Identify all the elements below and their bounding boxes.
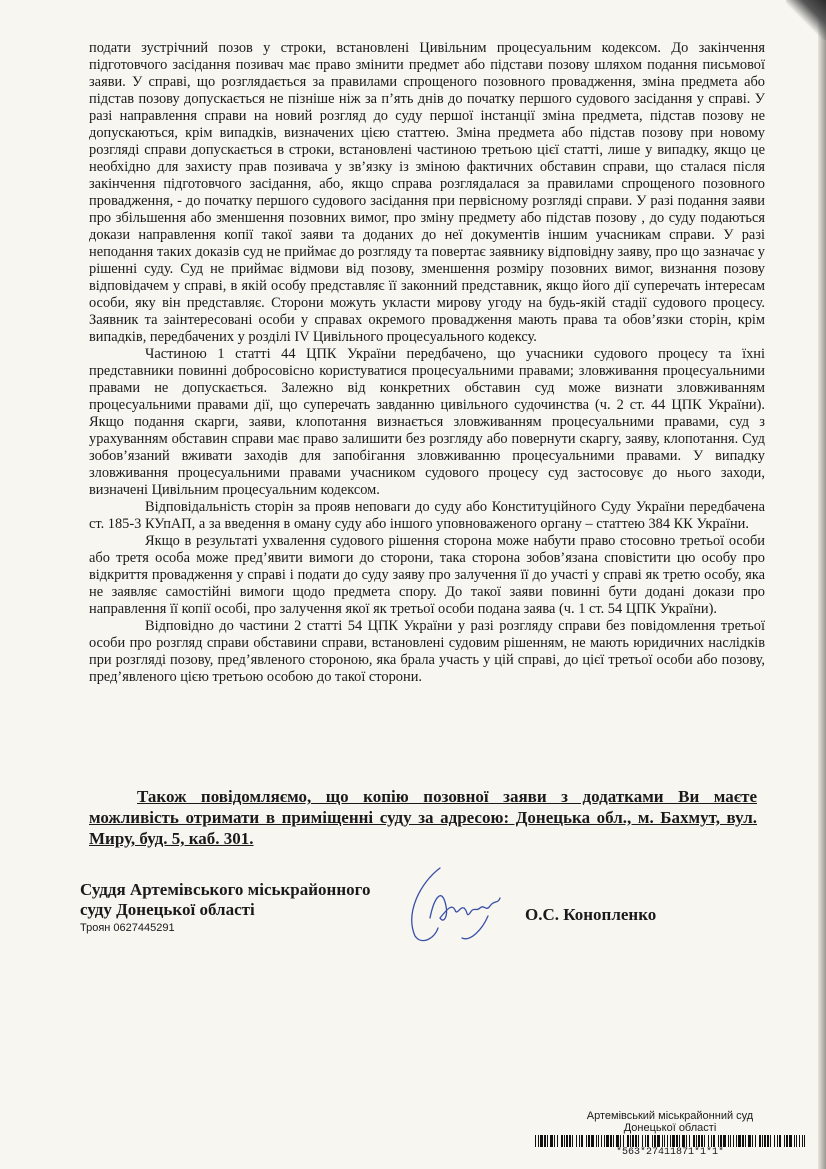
folded-corner <box>786 0 826 40</box>
clerk-contact: Троян 0627445291 <box>80 922 175 934</box>
judge-title-line-2: суду Донецької області <box>80 900 255 919</box>
document-body <box>89 40 765 686</box>
footer-court-line-2: Донецької області <box>623 1122 717 1134</box>
paragraph-5: Відповідно до частини 2 статті 54 ЦПК України у разі розгляду справи без повідомлення третьої особи про розгляд справи обставини справи, встановлені судовим рішенням, не мають юридичних наслідків при розгляді позову, пред’явленого стороною, яка брала участь у цій справі, до цієї третьої особи або позову, пред’явленого цією третьою особою до такої сторони. <box>89 618 765 685</box>
footer-court-line-1: Артемівський міськрайонний суд <box>586 1110 754 1122</box>
judge-title-line-1: Суддя Артемівського міськрайонного <box>80 880 371 899</box>
barcode-number: *563*27411871*1*1* <box>615 1147 725 1158</box>
paragraph-4: Якщо в результаті ухвалення судового рішення сторона може набути право стосовно третьої особи або третя особа може пред’явити вимоги до сторони, така сторона зобов’язана сповістити цю особу про відкриття провадження у справі і подати до суду заяву про залучення її до участі у справі як третю особу, яка не заявляє самостійні вимоги щодо предмета спору. До такої заяви повинні бути додані докази про направлення її копії особі, про залучення якої як третьої особи подана заява (ч. 1 ст. 54 ЦПК України). <box>89 533 765 617</box>
paragraph-3: Відповідальність сторін за прояв неповаги до суду або Конституційного Суду України передбачена ст. 185-3 КУпАП, а за введення в оману суду або іншого уповноваженого органу – статтею 384 КК України. <box>89 499 765 532</box>
footer-court-stamp <box>565 1110 775 1134</box>
paragraph-2: Частиною 1 статті 44 ЦПК України передбачено, що учасники судового процесу та їхні представники повинні добросовісно користуватися процесуальними правами; зловживання процесуальними правами не допускається. Залежно від конкретних обставин суд може визнати зловживанням процесуальними правами дії, що суперечать завданню цивільного судочинства (ч. 2 ст. 44 ЦПК України). Якщо подання скарги, заяви, клопотання визнається зловживанням процесуальними правами, суд з урахуванням обставин справи має право залишити без розгляду або повернути скаргу, заяву, клопотання. Суд зобов’язаний вживати заходів для запобігання зловживанню процесуальними правами. У випадку зловживання процесуальними правами учасником судового процесу суд застосовує до нього заходи, визначені Цивільним процесуальним кодексом. <box>89 346 765 498</box>
page-edge-shadow <box>818 0 826 1169</box>
paragraph-1: подати зустрічний позов у строки, встановлені Цивільним процесуальним кодексом. До закінчення підготовчого засідання позивач має право змінити предмет або підстави позову шляхом подання письмової заяви. У справі, що розглядається за правилами спрощеного позовного провадження, зміна предмета або підстав позову допускається не пізніше ніж за п’ять днів до початку першого судового засідання у справі. У разі направлення справи на новий розгляд до суду першої інстанції зміна предмета, підстав позову не допускаються, крім випадків, визначених цією статтею. Зміна предмета або підстав позову при новому розгляді справи допускається в строки, встановлені частиною третьою цієї статті, лише у випадку, якщо це необхідно для захисту прав позивача у зв’язку із зміною фактичних обставин справи, що сталася після закінчення підготовчого засідання, або, якщо справа розглядалася за правилами спрощеного позовного провадження, - до початку першого судового засідання при первісному розгляді справи. У разі подання заяви про збільшення або зменшення позовних вимог, про зміну предмету або підстав позову , до суду подаються докази направлення копії такої заяви та доданих до неї документів іншим учасникам справи. У разі неподання таких доказів суд не приймає до розгляду та повертає заявнику відповідну заяву, про що зазначає у рішенні суду. Суд не приймає відмови від позову, зменшення розміру позовних вимог, визнання позову відповідачем у справі, в якій особу представляє її законний представник, якщо його дії суперечать інтересам особи, яку він представляє. Сторони можуть укласти мирову угоду на будь-якій стадії судового процесу. Заявник та заінтересовані особи у справах окремого провадження мають права та обов’язки сторін, крім випадків, передбачених у розділі IV Цивільного процесуального кодексу. <box>89 40 765 345</box>
barcode <box>535 1135 805 1147</box>
judge-block <box>80 880 400 934</box>
notice-paragraph: Також повідомляємо, що копію позовної заяви з додатками Ви маєте можливість отримати в приміщенні суду за адресою: Донецька обл., м. Бахмут, вул. Миру, буд. 5, каб. 301. <box>89 787 757 848</box>
judge-name: О.С. Конопленко <box>525 905 657 924</box>
handwritten-signature <box>400 858 510 948</box>
